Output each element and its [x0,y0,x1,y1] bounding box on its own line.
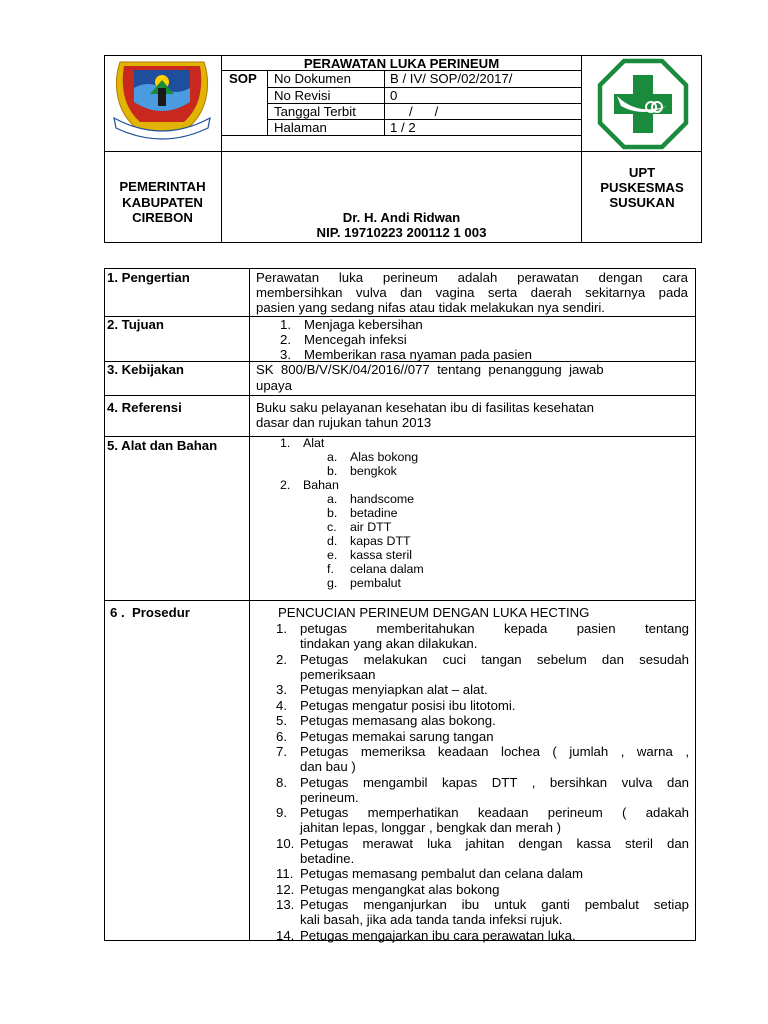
prosedur-step-line: pemeriksaan [300,666,376,682]
referensi-line-2: dasar dan rujukan tahun 2013 [256,415,432,430]
left-org-line-1: PEMERINTAH [119,179,206,194]
prosedur-step-number: 8. [276,774,287,790]
prosedur-step-line: dan bau ) [300,759,356,774]
prosedur-step-number: 1. [276,621,287,636]
prosedur-step-number: 7. [276,744,287,759]
prosedur-step-line: Petugas melakukan cuci tangan sebelum dan sesudah [300,651,689,667]
referensi-line-1: Buku saku pelayanan kesehatan ibu di fasilitas kesehatan [256,400,594,415]
no-revisi-value: 0 [390,88,398,103]
tujuan-item: 3. Memberikan rasa nyaman pada pasien [280,347,532,362]
pengertian-line-1: Perawatan luka perineum adalah perawatan dengan cara [256,270,688,285]
prosedur-step-line: petugas memberitahukan kepada pasien tentang [300,621,689,636]
prosedur-step-number: 13. [276,897,295,912]
kebijakan-label: 3. Kebijakan [107,362,184,377]
prosedur-step-number: 5. [276,713,287,728]
prosedur-step-line: Petugas mengajarkan ibu cara perawatan luka. [300,927,576,943]
row-divider-5 [104,600,696,601]
header-border-right [701,55,702,243]
prosedur-step-line: jahitan lepas, longgar , bengkak dan merah ) [300,820,561,835]
sop-col-1 [267,70,268,136]
prosedur-step-line: Petugas memasang pembalut dan celana dalam [300,866,583,881]
alat-group [280,436,580,450]
prosedur-step-number: 14. [276,927,295,943]
signer-nip: NIP. 19710223 200112 1 003 [316,225,487,240]
prosedur-step-number: 6. [276,728,287,744]
prosedur-step-number: 10. [276,835,295,851]
prosedur-step-number: 4. [276,697,287,713]
tujuan-list [280,317,680,362]
prosedur-step-number: 9. [276,805,287,820]
sop-label: SOP [229,71,257,86]
document-header [104,55,702,243]
referensi-label: 4. Referensi [107,400,182,415]
prosedur-step-line: Petugas mengatur posisi ibu litotomi. [300,697,516,713]
prosedur-step-line: Petugas memasang alas bokong. [300,713,496,728]
pengertian-line-3: pasien yang sedang nifas atau tidak melakukan nya sendiri. [256,300,605,315]
alat-group-title: 1. Alat [280,436,325,450]
prosedur-step-line: tindakan yang akan dilakukan. [300,636,478,651]
prosedur-step-line: Petugas mengangkat alas bokong [300,881,500,897]
halaman-label: Halaman [274,120,327,135]
bahan-group-title: 2. Bahan [280,478,339,492]
prosedur-step-number: 12. [276,881,295,897]
tujuan-label: 2. Tujuan [107,317,164,332]
tanggal-terbit-value: / / [409,104,439,119]
prosedur-step-number: 3. [276,682,287,697]
tanggal-terbit-label: Tanggal Terbit [274,104,356,119]
row-divider-3 [104,395,696,396]
bahan-item: f. celana dalam [327,562,424,576]
prosedur-step-line: Petugas menganjurkan ibu untuk ganti pembalut setiap [300,897,689,912]
left-org-line-3: CIREBON [132,210,193,225]
tujuan-item: 1. Menjaga kebersihan [280,317,423,332]
right-org-line-1: UPT [628,165,656,180]
bahan-items [327,492,577,590]
puskesmas-logo [597,58,689,155]
prosedur-step-line: Petugas merawat luka jahitan dengan kassa steril dan [300,835,689,851]
no-revisi-label: No Revisi [274,88,331,103]
prosedur-step-line: Petugas menyiapkan alat – alat. [300,682,488,697]
prosedur-step-number: 2. [276,651,287,667]
table-border-top [104,268,696,269]
kabupaten-cirebon-logo [108,58,216,147]
bahan-item: a. handscome [327,492,415,506]
pengertian-line-2: membersihkan vulva dan vagina serta daerah sekitarnya pada [256,285,688,300]
bahan-group [280,478,580,492]
no-dokumen-label: No Dokumen [274,71,351,86]
prosedur-step-line: Petugas mengambil kapas DTT , bersihkan vulva dan [300,774,689,790]
alat-item: a. Alas bokong [327,450,419,464]
alat-item: b. bengkok [327,464,397,478]
table-border-right [695,268,696,941]
bahan-item: e. kassa steril [327,548,412,562]
document-title: PERAWATAN LUKA PERINEUM [303,56,500,71]
table-column-divider [249,268,250,941]
prosedur-step-line: perineum. [300,789,359,805]
alat-items [327,450,577,478]
prosedur-step-line: Petugas memeriksa keadaan lochea ( jumlah , warna , [300,744,689,759]
sop-col-2 [384,70,385,136]
prosedur-label: 6 . Prosedur [110,605,190,620]
prosedur-step-line: betadine. [300,850,355,866]
prosedur-step-line: Petugas memperhatikan keadaan perineum ( adakah [300,805,689,820]
right-org-line-2: PUSKESMAS [600,180,684,195]
prosedur-step-line: kali basah, jika ada tanda tanda infeksi rujuk. [300,912,563,927]
bahan-item: b. betadine [327,506,398,520]
bahan-item: c. air DTT [327,520,392,534]
sop-line-5 [221,135,582,136]
no-dokumen-value: B / IV/ SOP/02/2017/ [390,71,513,86]
sop-content-table [104,268,696,941]
table-border-left [104,268,105,941]
header-border-bottom [104,242,702,243]
prosedur-heading: PENCUCIAN PERINEUM DENGAN LUKA HECTING [278,605,590,620]
alat-bahan-label: 5. Alat dan Bahan [107,438,218,453]
tujuan-item: 2. Mencegah infeksi [280,332,407,347]
left-org-line-2: KABUPATEN [122,195,203,210]
pengertian-label: 1. Pengertian [107,270,190,285]
prosedur-step-number: 11. [276,866,294,881]
kebijakan-line-1: SK 800/B/V/SK/04/2016//077 tentang penanggung jawab [256,362,604,377]
prosedur-step-line: Petugas memakai sarung tangan [300,728,494,744]
signer-name: Dr. H. Andi Ridwan [342,210,461,225]
right-org-line-3: SUSUKAN [609,195,675,210]
bahan-item: g. pembalut [327,576,401,590]
halaman-value: 1 / 2 [390,120,416,135]
bahan-item: d. kapas DTT [327,534,411,548]
kebijakan-line-2: upaya [256,378,292,393]
